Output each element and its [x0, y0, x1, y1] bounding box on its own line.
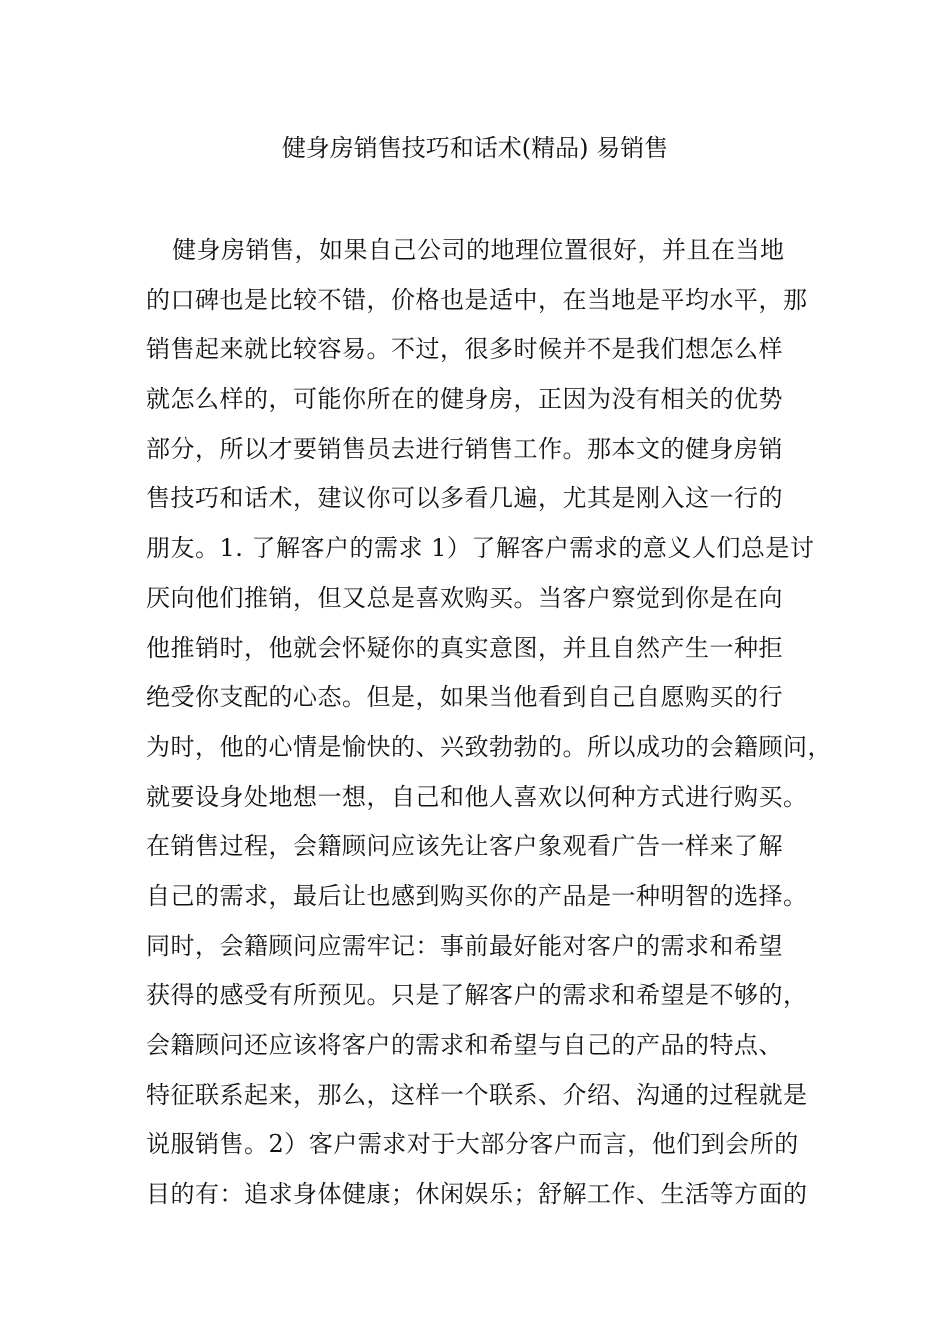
text-line-2: 的口碑也是比较不错，价格也是适中，在当地是平均水平，那 — [146, 285, 808, 314]
document-title: 健身房销售技巧和话术(精品) 易销售 — [281, 134, 669, 162]
text-line-6: 售技巧和话术，建议你可以多看几遍，尤其是刚入这一行的 — [146, 484, 783, 513]
text-line-7: 朋友。1. 了解客户的需求 1）了解客户需求的意义人们总是讨 — [146, 534, 815, 563]
text-line-1: 健身房销售，如果自己公司的地理位置很好，并且在当地 — [172, 236, 785, 264]
text-line-11: 为时，他的心情是愉快的、兴致勃勃的。所以成功的会籍顾问， — [146, 732, 832, 761]
text-line-18: 特征联系起来，那么，这样一个联系、介绍、沟通的过程就是 — [146, 1080, 808, 1109]
text-line-17: 会籍顾问还应该将客户的需求和希望与自己的产品的特点、 — [146, 1031, 783, 1059]
text-line-14: 自己的需求，最后让也感到购买你的产品是一种明智的选择。 — [146, 881, 808, 910]
text-line-8: 厌向他们推销，但又总是喜欢购买。当客户察觉到你是在向 — [146, 583, 783, 612]
text-line-10: 绝受你支配的心态。但是，如果当他看到自己自愿购买的行 — [146, 683, 783, 712]
text-line-5: 部分，所以才要销售员去进行销售工作。那本文的健身房销 — [146, 434, 783, 463]
text-line-16: 获得的感受有所预见。只是了解客户的需求和希望是不够的， — [146, 981, 808, 1010]
text-line-12: 就要设身处地想一想，自己和他人喜欢以何种方式进行购买。 — [146, 782, 808, 811]
text-line-15: 同时，会籍顾问应需牢记：事前最好能对客户的需求和希望 — [146, 931, 783, 960]
text-line-9: 他推销时，他就会怀疑你的真实意图，并且自然产生一种拒 — [146, 633, 783, 662]
text-line-20: 目的有：追求身体健康；休闲娱乐；舒解工作、生活等方面的 — [146, 1180, 808, 1209]
text-line-3: 销售起来就比较容易。不过，很多时候并不是我们想怎么样 — [146, 335, 783, 364]
text-line-4: 就怎么样的，可能你所在的健身房，正因为没有相关的优势 — [146, 385, 783, 414]
text-line-19: 说服销售。2）客户需求对于大部分客户而言，他们到会所的 — [146, 1130, 799, 1159]
text-line-13: 在销售过程，会籍顾问应该先让客户象观看广告一样来了解 — [146, 832, 783, 861]
body-paragraph — [146, 230, 832, 1224]
